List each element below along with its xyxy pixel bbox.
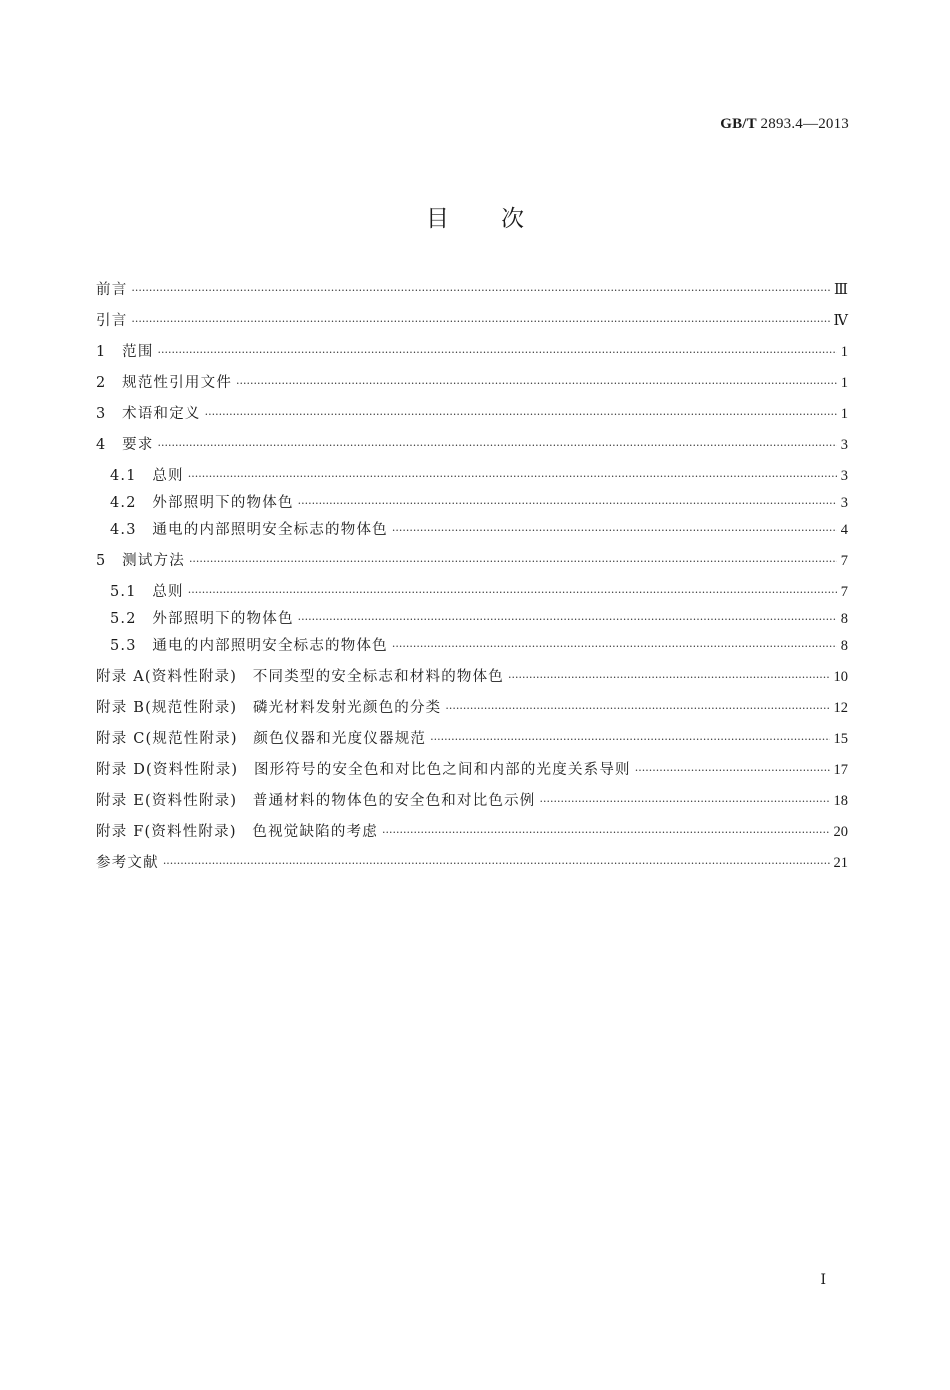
toc-entry[interactable]	[96, 667, 848, 688]
toc-leader-dots	[635, 761, 830, 781]
toc-entry[interactable]	[96, 582, 848, 603]
toc-leader-dots	[205, 405, 837, 425]
toc-leader-dots	[188, 583, 837, 603]
toc-entry[interactable]	[96, 636, 848, 657]
toc-entry-label: 附录 E(资料性附录) 普通材料的物体色的安全色和对比色示例	[96, 793, 536, 809]
toc-entry[interactable]	[96, 311, 848, 332]
toc-entry-label: 5.2 外部照明下的物体色	[110, 611, 294, 627]
toc-entry-page: 10	[833, 669, 848, 685]
toc-entry[interactable]	[96, 729, 848, 750]
toc-entry-page: 4	[840, 522, 848, 538]
toc-entry[interactable]	[96, 466, 848, 487]
toc-entry-page: 7	[840, 584, 848, 600]
toc-entry-page: 3	[840, 437, 848, 453]
toc-leader-dots	[382, 823, 830, 843]
toc-entry-label: 5.1 总则	[110, 584, 184, 600]
toc-leader-dots	[163, 854, 830, 874]
toc-entry[interactable]	[96, 791, 848, 812]
toc-entry-label: 4 要求	[96, 437, 154, 453]
toc-entry-label: 前言	[96, 282, 128, 298]
toc-entry-page: 21	[833, 855, 848, 871]
toc-entry[interactable]	[96, 853, 848, 874]
toc-entry-label: 附录 B(规范性附录) 磷光材料发射光颜色的分类	[96, 700, 442, 716]
toc-entry-label: 附录 C(规范性附录) 颜色仪器和光度仪器规范	[96, 731, 427, 747]
toc-entry-label: 3 术语和定义	[96, 406, 201, 422]
toc-entry[interactable]	[96, 520, 848, 541]
toc-entry-page: 1	[840, 406, 848, 422]
toc-leader-dots	[445, 699, 829, 719]
toc-leader-dots	[236, 374, 837, 394]
toc-entry-page: 3	[840, 468, 848, 484]
toc-entry-page: Ⅳ	[833, 313, 848, 329]
toc-entry-label: 附录 D(资料性附录) 图形符号的安全色和对比色之间和内部的光度关系导则	[96, 762, 631, 778]
toc-leader-dots	[131, 281, 830, 301]
toc-entry-label: 4.2 外部照明下的物体色	[110, 495, 294, 511]
toc-leader-dots	[540, 792, 830, 812]
toc-entry-label: 参考文献	[96, 855, 159, 871]
page-number: Ⅰ	[820, 1273, 826, 1288]
toc-entry[interactable]	[96, 822, 848, 843]
toc-entry[interactable]	[96, 551, 848, 572]
toc-entry-label: 1 范围	[96, 344, 154, 360]
toc-entry-page: 12	[833, 700, 848, 716]
toc-leader-dots	[158, 436, 837, 456]
toc-entry[interactable]	[96, 342, 848, 363]
toc-entry[interactable]	[96, 698, 848, 719]
toc-entry-page: 1	[840, 375, 848, 391]
document-code-number: 2893.4—2013	[760, 116, 849, 132]
toc-entry-label: 4.3 通电的内部照明安全标志的物体色	[110, 522, 388, 538]
toc-entry-label: 5.3 通电的内部照明安全标志的物体色	[110, 638, 388, 654]
toc-entry[interactable]	[96, 435, 848, 456]
document-code-prefix: GB/T	[720, 116, 757, 132]
toc-leader-dots	[298, 494, 837, 514]
toc-entry-page: 7	[840, 553, 848, 569]
toc-entry-page: 3	[840, 495, 848, 511]
toc-entry-page: 17	[833, 762, 848, 778]
toc-entry-label: 引言	[96, 313, 128, 329]
toc-leader-dots	[298, 610, 837, 630]
toc-leader-dots	[188, 467, 837, 487]
toc-entry-label: 附录 F(资料性附录) 色视觉缺陷的考虑	[96, 824, 378, 840]
toc-entry-page: 20	[833, 824, 848, 840]
toc-entry[interactable]	[96, 373, 848, 394]
table-of-contents	[96, 280, 848, 874]
toc-entry-label: 附录 A(资料性附录) 不同类型的安全标志和材料的物体色	[96, 669, 504, 685]
toc-leader-dots	[508, 668, 830, 688]
toc-leader-dots	[131, 312, 829, 332]
toc-leader-dots	[158, 343, 837, 363]
document-code	[720, 116, 849, 133]
toc-entry-label: 4.1 总则	[110, 468, 184, 484]
toc-entry[interactable]	[96, 280, 848, 301]
toc-entry-page: 8	[840, 611, 848, 627]
toc-entry[interactable]	[96, 493, 848, 514]
toc-entry-page: Ⅲ	[834, 282, 848, 298]
toc-entry-page: 1	[840, 344, 848, 360]
toc-leader-dots	[189, 552, 837, 572]
toc-entry[interactable]	[96, 760, 848, 781]
toc-entry-label: 2 规范性引用文件	[96, 375, 233, 391]
toc-entry-page: 8	[840, 638, 848, 654]
toc-leader-dots	[392, 521, 837, 541]
toc-entry[interactable]	[96, 609, 848, 630]
toc-entry-page: 18	[833, 793, 848, 809]
toc-entry-page: 15	[833, 731, 848, 747]
page-title: 目次	[426, 206, 576, 232]
toc-entry-label: 5 测试方法	[96, 553, 185, 569]
toc-entry[interactable]	[96, 404, 848, 425]
toc-leader-dots	[392, 637, 837, 657]
toc-leader-dots	[430, 730, 829, 750]
